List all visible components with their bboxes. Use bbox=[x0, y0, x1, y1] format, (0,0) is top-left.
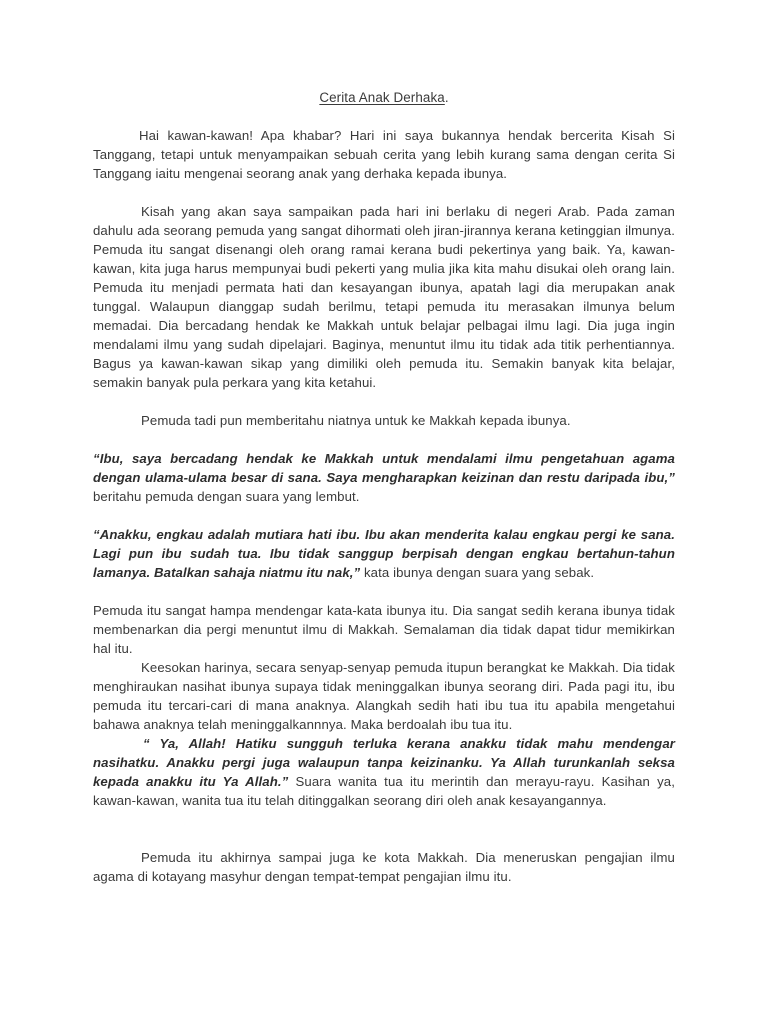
paragraph-mother-prayer bbox=[93, 734, 675, 810]
mother-quote-narration: kata ibunya dengan suara yang sebak. bbox=[360, 565, 595, 580]
mother-quote: “Anakku, engkau adalah mutiara hati ibu. Ibu akan menderita kalau engkau pergi ke sana. Lagi pun ibu sudah tua. Ibu tidak sanggup berpisah dengan engkau bertahun-tahun lamanya. Batalkan sahaja niatmu itu nak,” bbox=[93, 527, 675, 580]
prayer-quote: “ Ya, Allah! Hatiku sungguh terluka kerana anakku tidak mahu mendengar nasihatku. Anakku pergi juga walaupun tanpa keizinanku. Ya Allah turunkanlah seksa kepada anakku itu Ya Allah.” bbox=[93, 736, 675, 789]
document-title bbox=[93, 88, 675, 107]
son-quote: “Ibu, saya bercadang hendak ke Makkah untuk mendalami ilmu pengetahuan agama dengan ulama-ulama besar di sana. Saya mengharapkan keizinan dan restu daripada ibu,” bbox=[93, 451, 675, 485]
paragraph-arrival: Pemuda itu akhirnya sampai juga ke kota Makkah. Dia meneruskan pengajian ilmu agama di kotayang masyhur dengan tempat-tempat pengajian ilmu itu. bbox=[93, 850, 675, 884]
paragraph-greeting: Hai kawan-kawan! Apa khabar? Hari ini saya bukannya hendak bercerita Kisah Si Tanggang, tetapi untuk menyampaikan sebuah cerita yang lebih kurang sama dengan cerita Si Tanggang iaitu mengenai seorang anak yang derhaka kepada ibunya. bbox=[93, 128, 675, 181]
paragraph-intention: Pemuda tadi pun memberitahu niatnya untuk ke Makkah kepada ibunya. bbox=[141, 413, 571, 428]
document-title-text: Cerita Anak Derhaka bbox=[319, 90, 445, 105]
paragraph-son-request bbox=[93, 449, 675, 506]
paragraph-disappointment: Pemuda itu sangat hampa mendengar kata-kata ibunya itu. Dia sangat sedih kerana ibunya tidak membenarkan dia pergi menuntut ilmu di Makkah. Semalaman dia tidak dapat tidur memikirkan hal itu. bbox=[93, 603, 675, 656]
document-title-suffix: . bbox=[444, 90, 449, 105]
document-page bbox=[93, 88, 675, 886]
son-quote-narration: beritahu pemuda dengan suara yang lembut. bbox=[93, 489, 360, 504]
paragraph-mother-reply bbox=[93, 525, 675, 582]
prayer-quote-narration: Suara wanita tua itu merintih dan merayu-rayu. Kasihan ya, kawan-kawan, wanita tua itu telah ditinggalkan seorang diri oleh anak kesayangannya. bbox=[93, 774, 675, 808]
paragraph-story-intro: Kisah yang akan saya sampaikan pada hari ini berlaku di negeri Arab. Pada zaman dahulu ada seorang pemuda yang sangat dihormati oleh jiran-jirannya kerana ketinggian ilmunya. Pemuda itu sangat disenangi oleh orang ramai kerana budi pekertinya yang baik. Ya, kawan-kawan, kita juga harus mempunyai budi pekerti yang mulia jika kita mahu disukai oleh orang lain. Pemuda itu menjadi permata hati dan kesayangan ibunya, apatah lagi dia merupakan anak tunggal. Walaupun dianggap sudah berilmu, tetapi pemuda itu merasakan ilmunya belum memadai. Dia bercadang hendak ke Makkah untuk belajar pelbagai ilmu lagi. Dia juga ingin mendalami ilmu yang sudah dipelajari. Baginya, menuntut ilmu itu tidak ada titik perhentiannya. Bagus ya kawan-kawan sikap yang dimiliki oleh pemuda itu. Semakin banyak kita belajar, semakin banyak pula perkara yang kita ketahui. bbox=[93, 204, 675, 390]
paragraph-departure: Keesokan harinya, secara senyap-senyap pemuda itupun berangkat ke Makkah. Dia tidak menghiraukan nasihat ibunya supaya tidak meninggalkan ibunya seorang diri. Pada pagi itu, ibu pemuda itu tercari-cari di mana anaknya. Alangkah sedih hati ibu tua itu apabila mengetahui bahawa anaknya telah meninggalkannnya. Maka berdoalah ibu tua itu. bbox=[93, 660, 675, 732]
